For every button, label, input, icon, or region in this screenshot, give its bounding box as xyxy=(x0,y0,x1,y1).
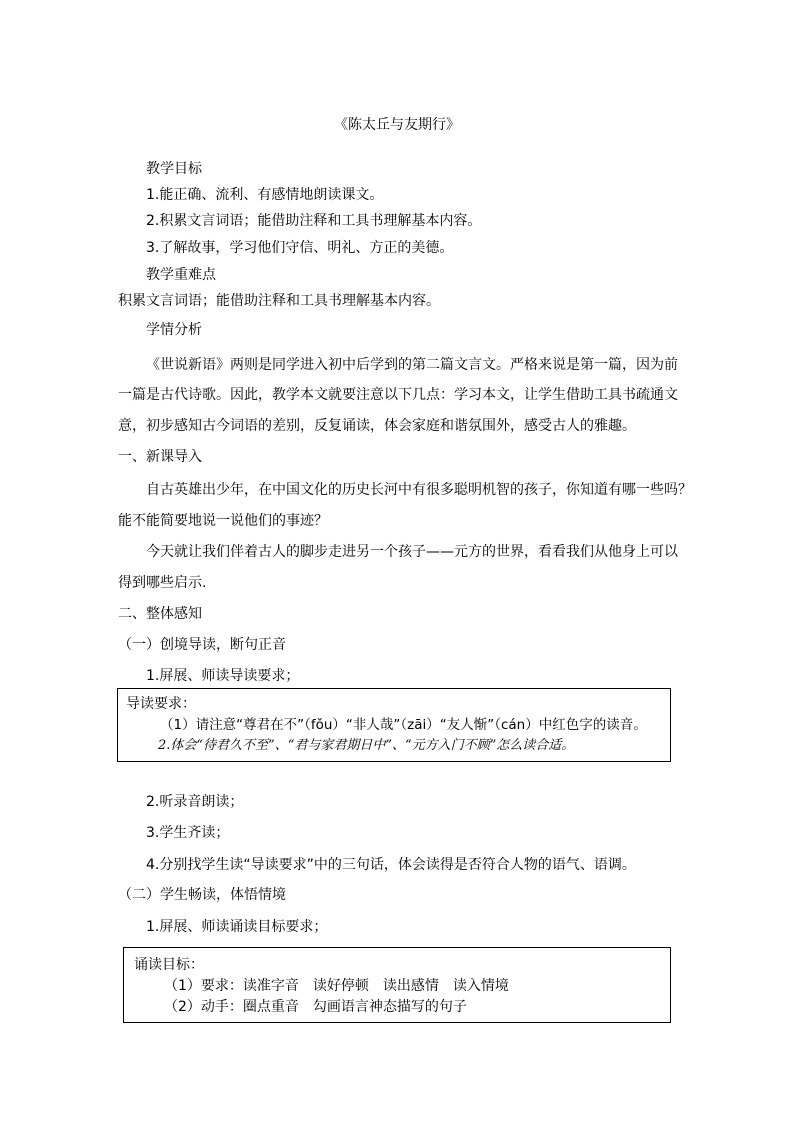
paragraph-line: 自古英雄出少年，在中国文化的历史长河中有很多聪明机智的孩子，你知道有哪一些吗？ xyxy=(146,482,692,498)
recitation-goals-box xyxy=(123,947,671,1023)
step-item: 1.屏展、师读诵读目标要求； xyxy=(146,919,328,935)
subheading: （一）创境导读，断句正音 xyxy=(118,637,286,653)
reading-guide-box xyxy=(117,688,671,762)
step-item: 1.屏展、师读导读要求； xyxy=(146,668,300,684)
goal-item: 3.了解故事，学习他们守信、明礼、方正的美德。 xyxy=(146,240,454,256)
box-line: （1）请注意“尊君在不”（fǒu）“非人哉”（zāi）“友人惭”（cán）中红色字的读音。 xyxy=(160,717,647,733)
section-heading-key-points: 教学重难点 xyxy=(146,267,216,283)
section-heading-goals: 教学目标 xyxy=(146,161,202,177)
goal-item: 1.能正确、流利、有感情地朗读课文。 xyxy=(146,187,384,203)
paragraph-line: 一篇是古代诗歌。因此，教学本文就要注意以下几点：学习本文，让学生借助工具书疏通文 xyxy=(118,387,678,403)
paragraph-line: 今天就让我们伴着古人的脚步走进另一个孩子——元方的世界，看看我们从他身上可以 xyxy=(146,544,678,560)
paragraph-line: 能不能简要地说一说他们的事迹？ xyxy=(118,513,328,529)
step-item: 3.学生齐读； xyxy=(146,825,230,841)
box-title: 诵读目标： xyxy=(134,957,204,973)
section-heading-analysis: 学情分析 xyxy=(146,322,202,338)
paragraph-line: 意，初步感知古今词语的差别，反复诵读，体会家庭和谐氛围外，感受古人的雅趣。 xyxy=(118,418,636,434)
box-title: 导读要求： xyxy=(126,696,196,712)
step-item: 4.分别找学生读“导读要求”中的三句话，体会读得是否符合人物的语气、语调。 xyxy=(146,857,636,873)
page-title: 《陈太丘与友期行》 xyxy=(334,117,460,133)
step-item: 2.听录音朗读； xyxy=(146,794,244,810)
subheading: （二）学生畅读，体悟情境 xyxy=(118,887,286,903)
heading-overall-perception: 二、整体感知 xyxy=(118,606,202,622)
box-line: （1）要求：读准字音 读好停顿 读出感情 读入情境 xyxy=(164,978,509,994)
box-line: （2）动手：圈点重音 勾画语言神态描写的句子 xyxy=(164,999,467,1015)
paragraph-line: 《世说新语》两则是同学进入初中后学到的第二篇文言文。严格来说是第一篇，因为前 xyxy=(146,357,678,373)
goal-item: 2.积累文言词语；能借助注释和工具书理解基本内容。 xyxy=(146,213,482,229)
key-points-text: 积累文言词语；能借助注释和工具书理解基本内容。 xyxy=(118,293,440,309)
heading-new-lesson: 一、新课导入 xyxy=(118,449,202,465)
paragraph-line: 得到哪些启示. xyxy=(118,575,207,591)
box-line: 2.体会“待君久不至”、“君与家君期日中”、“元方入门不顾”怎么读合适。 xyxy=(158,738,575,753)
